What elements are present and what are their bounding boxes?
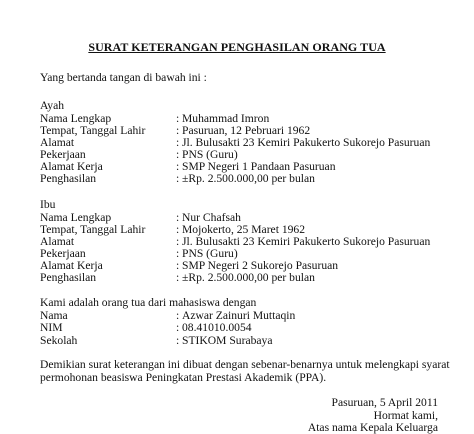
field-value: STIKOM Surabaya: [182, 334, 273, 347]
field-separator: :: [176, 321, 180, 334]
field-separator: :: [176, 112, 180, 125]
field-separator: :: [176, 211, 180, 224]
field-separator: :: [176, 148, 180, 161]
field-separator: :: [176, 334, 180, 347]
field-label: Pekerjaan: [40, 247, 86, 260]
intro-text: Yang bertanda tangan di bawah ini :: [40, 71, 207, 84]
field-label: Penghasilan: [40, 271, 97, 284]
field-value: Jl. Bulusakti 23 Kemiri Pakukerto Sukorejo Pasuruan: [182, 136, 431, 149]
mahasiswa-intro: Kami adalah orang tua dari mahasiswa dengan: [40, 296, 257, 309]
field-label: Nama Lengkap: [40, 112, 112, 125]
field-label: Alamat Kerja: [40, 259, 103, 272]
field-value: ±Rp. 2.500.000,00 per bulan: [182, 271, 315, 284]
field-label: Sekolah: [40, 334, 78, 347]
field-separator: :: [176, 124, 180, 137]
field-separator: :: [176, 259, 180, 272]
ibu-heading: Ibu: [40, 198, 56, 211]
field-label: Alamat: [40, 235, 75, 248]
field-value: PNS (Guru): [182, 247, 238, 260]
ayah-heading: Ayah: [40, 99, 65, 112]
field-separator: :: [176, 172, 180, 185]
signature-place-date: Pasuruan, 5 April 2011: [331, 396, 438, 409]
field-value: Azwar Zainuri Muttaqin: [182, 309, 296, 322]
signature-role: Atas nama Kepala Keluarga: [307, 421, 438, 434]
field-value: Muhammad Imron: [182, 112, 270, 125]
field-value: Pasuruan, 12 Pebruari 1962: [182, 124, 311, 137]
field-separator: :: [176, 247, 180, 260]
field-label: Pekerjaan: [40, 148, 86, 161]
field-label: Nama Lengkap: [40, 211, 112, 224]
field-separator: :: [176, 309, 180, 322]
field-label: Tempat, Tanggal Lahir: [40, 124, 146, 137]
field-label: Penghasilan: [40, 172, 97, 185]
field-label: Alamat Kerja: [40, 160, 103, 173]
closing-line-1: Demikian surat keterangan ini dibuat dengan sebenar-benarnya untuk melengkapi syarat: [40, 358, 450, 371]
field-separator: :: [176, 223, 180, 236]
field-label: NIM: [40, 321, 63, 334]
field-separator: :: [176, 160, 180, 173]
field-value: Mojokerto, 25 Maret 1962: [182, 223, 306, 236]
field-value: 08.41010.0054: [182, 321, 252, 334]
field-separator: :: [176, 235, 180, 248]
field-value: Jl. Bulusakti 23 Kemiri Pakukerto Sukorejo Pasuruan: [182, 235, 431, 248]
field-value: SMP Negeri 1 Pandaan Pasuruan: [182, 160, 336, 173]
signature-greeting: Hormat kami,: [373, 409, 438, 422]
field-label: Nama: [40, 309, 68, 322]
field-value: Nur Chafsah: [182, 211, 241, 224]
field-label: Alamat: [40, 136, 75, 149]
field-value: ±Rp. 2.500.000,00 per bulan: [182, 172, 315, 185]
closing-line-2: permohonan beasiswa Peningkatan Prestasi Akademik (PPA).: [40, 371, 327, 384]
field-separator: :: [176, 271, 180, 284]
field-value: PNS (Guru): [182, 148, 238, 161]
field-separator: :: [176, 136, 180, 149]
document-title: SURAT KETERANGAN PENGHASILAN ORANG TUA: [88, 40, 386, 54]
field-label: Tempat, Tanggal Lahir: [40, 223, 146, 236]
field-value: SMP Negeri 2 Sukorejo Pasuruan: [182, 259, 339, 272]
